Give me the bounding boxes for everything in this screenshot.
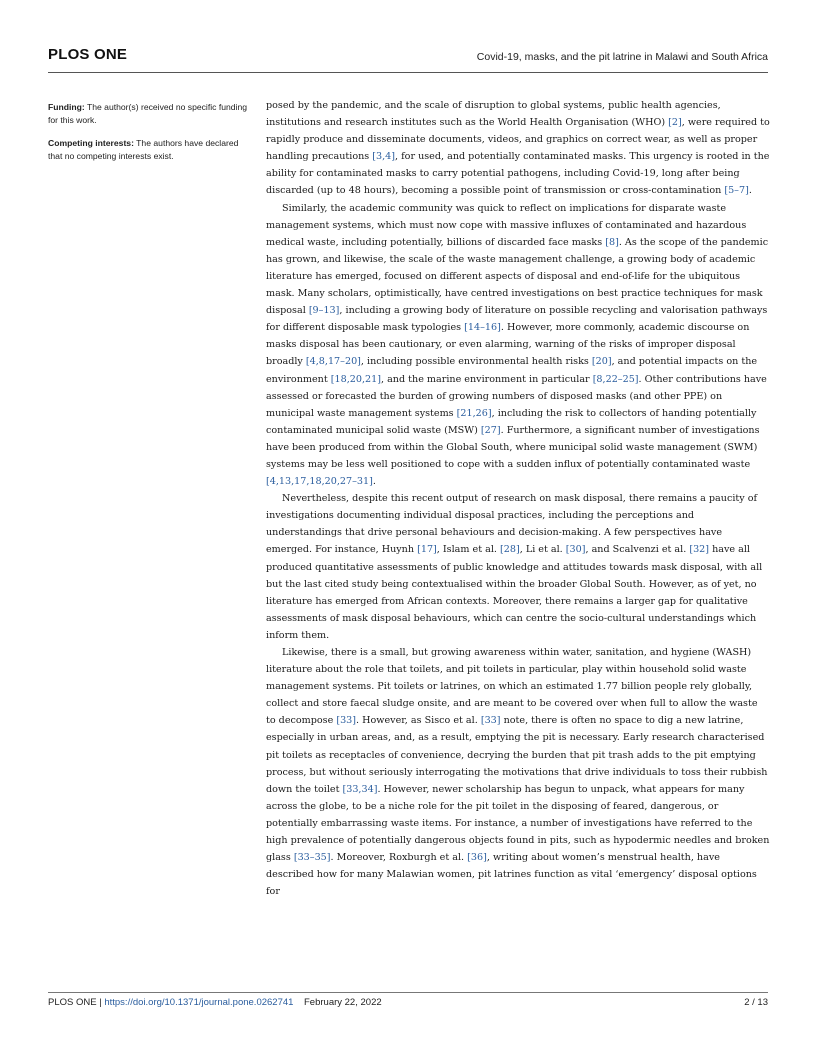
running-title: Covid-19, masks, and the pit latrine in Malawi and South Africa bbox=[476, 51, 768, 63]
citation-link[interactable]: [14–16] bbox=[464, 322, 501, 334]
body-text: . However, more commonly, academic discourse on masks disposal has been cautionary, or even alarming, warning of the risks of improper disposal broadly bbox=[266, 322, 750, 368]
citation-link[interactable]: [8] bbox=[605, 236, 619, 248]
body-text: Similarly, the academic community was quick to reflect on implications for disparate waste management systems, which must now cope with massive influxes of contaminated and hazardous medical waste, including potentially, billions of discarded face masks bbox=[266, 202, 747, 248]
article-sidebar bbox=[48, 101, 248, 173]
citation-link[interactable]: [30] bbox=[565, 544, 586, 556]
footer-rule bbox=[48, 992, 768, 993]
body-text: . Moreover, Roxburgh et al. bbox=[330, 852, 468, 864]
body-text: . However, as Sisco et al. bbox=[356, 715, 481, 727]
body-text: . However, newer scholarship has begun to unpack, what appears for many across the globe, to be a niche role for the pit toilet in the disposing of feared, dangerous, or potentially embarrassing waste items. For instance, a number of investigations have referred to the high prevalence of potentially dangerous objects found in pits, such as hypodermic needles and broken glass bbox=[266, 783, 770, 864]
body-text: , for used, and potentially contaminated masks. This urgency is rooted in the ability for contaminated masks to carry potential pathogens, including Covid-19, long after being discarded (up to 48 hours), becoming a possible point of transmission or cross-contamination bbox=[266, 151, 770, 197]
competing-interests-statement bbox=[48, 137, 248, 163]
body-paragraph bbox=[266, 200, 770, 491]
citation-link[interactable]: [27] bbox=[480, 424, 501, 436]
body-text: , and potential impacts on the environment bbox=[266, 356, 758, 385]
citation-link[interactable]: [33] bbox=[480, 715, 501, 727]
citation-link[interactable]: [28] bbox=[500, 544, 520, 556]
body-text: note, there is often no space to dig a new latrine, especially in urban areas, and, as a result, emptying the pit is necessary. Early research characterised pit toilets as receptacles of convenience, decrying the burden that pit trash adds to the pit emptying process, but without seriously interrogating the motivations that drive individuals to toss their rubbish down the toilet bbox=[266, 715, 768, 795]
funding-statement bbox=[48, 101, 248, 127]
body-text: , were required to rapidly produce and disseminate documents, videos, and graphics on correct wear, as well as proper handling precautions bbox=[266, 117, 770, 163]
body-text: . Other contributions have assessed or forecasted the burden of growing numbers of disposed masks (and other PPE) on municipal waste management systems bbox=[266, 373, 767, 419]
doi-link[interactable]: https://doi.org/10.1371/journal.pone.0262741 bbox=[104, 997, 294, 1008]
citation-link[interactable]: [17] bbox=[417, 544, 437, 556]
competing-interests-text: The authors have declared that no competing interests exist. bbox=[48, 138, 239, 161]
body-text: , and Scalvenzi et al. bbox=[585, 544, 690, 556]
header-rule bbox=[48, 72, 768, 73]
citation-link[interactable]: [8,22–25] bbox=[592, 373, 639, 385]
body-text: have all produced quantitative assessments of public knowledge and attitudes towards mask disposal, with all but the last cited study being contextualised within the broader Global South. However, as of yet, no literature has emerged from African contexts. Moreover, there remains a larger gap for qualitative assessments of mask disposal behaviours, which can centre the socio-cultural understandings which inform them. bbox=[266, 544, 763, 641]
citation-link[interactable]: [21,26] bbox=[456, 407, 492, 419]
funding-text: The author(s) received no specific funding for this work. bbox=[48, 102, 248, 125]
body-text: . Furthermore, a significant number of investigations have been produced from within the Global South, where municipal solid waste management (SWM) systems may be less well positioned to cope with a sudden influx of potentially contaminated waste bbox=[266, 424, 760, 470]
body-paragraph bbox=[266, 644, 770, 900]
body-text: , Islam et al. bbox=[436, 544, 501, 556]
page-number: 2 / 13 bbox=[744, 997, 768, 1008]
body-text: posed by the pandemic, and the scale of disruption to global systems, public health agencies, institutions and research institutes such as the World Health Organisation (WHO) bbox=[266, 100, 721, 129]
body-paragraph bbox=[266, 97, 770, 200]
citation-link[interactable]: [3,4] bbox=[372, 151, 396, 163]
body-text: , including possible environmental health risks bbox=[360, 356, 592, 368]
competing-interests-label: Competing interests: bbox=[48, 138, 134, 148]
citation-link[interactable]: [4,8,17–20] bbox=[305, 356, 361, 368]
body-paragraph bbox=[266, 490, 770, 644]
body-text: , including a growing body of literature on possible recycling and valorisation pathways for different disposable mask typologies bbox=[266, 305, 768, 334]
body-text: , and the marine environment in particular bbox=[380, 373, 593, 385]
article-body bbox=[266, 97, 770, 900]
citation-link[interactable]: [9–13] bbox=[308, 305, 340, 317]
citation-link[interactable]: [4,13,17,18,20,27–31] bbox=[266, 476, 373, 488]
citation-link[interactable]: [33–35] bbox=[293, 852, 331, 864]
footer-journal: PLOS ONE | bbox=[48, 997, 105, 1008]
citation-link[interactable]: [18,20,21] bbox=[330, 373, 381, 385]
citation-link[interactable]: [2] bbox=[668, 117, 682, 129]
body-text: . bbox=[372, 476, 376, 488]
citation-link[interactable]: [20] bbox=[591, 356, 612, 368]
publication-date: February 22, 2022 bbox=[304, 997, 382, 1008]
body-text: Nevertheless, despite this recent output of research on mask disposal, there remains a paucity of investigations documenting individual disposal practices, including the perceptions and understandings that drive personal behaviours and decision-making. A few perspectives have emerged. For instance, Huynh bbox=[266, 493, 758, 556]
footer-spacer bbox=[293, 997, 304, 1008]
body-text: Likewise, there is a small, but growing awareness within water, sanitation, and hygiene (WASH) literature about the role that toilets, and pit toilets in particular, play within household solid waste management systems. Pit toilets or latrines, on which an estimated 1.77 billion people rely globally, collect and store faecal sludge onsite, and are meant to be covered over when full to allow the waste to decompose bbox=[266, 647, 758, 727]
body-text: , Li et al. bbox=[519, 544, 566, 556]
body-text: . bbox=[748, 185, 752, 197]
citation-link[interactable]: [5–7] bbox=[724, 185, 749, 197]
body-text: , writing about women’s menstrual health, have described how for many Malawian women, pit latrines function as vital ‘emergency’ disposal options for bbox=[266, 852, 757, 898]
body-text: . As the scope of the pandemic has grown, and likewise, the scale of the waste management challenge, a growing body of academic literature has emerged, focused on different aspects of disposal and end-of-life for the ubiquitous mask. Many scholars, optimistically, have centred investigations on best practice techniques for mask disposal bbox=[266, 236, 769, 317]
journal-name: PLOS ONE bbox=[48, 46, 128, 63]
citation-link[interactable]: [32] bbox=[689, 544, 710, 556]
footer-citation bbox=[48, 997, 382, 1008]
citation-link[interactable]: [33] bbox=[336, 715, 357, 727]
citation-link[interactable]: [33,34] bbox=[342, 783, 378, 795]
citation-link[interactable]: [36] bbox=[467, 852, 487, 864]
funding-label: Funding: bbox=[48, 102, 85, 112]
body-text: , including the risk to collectors of handing potentially contaminated municipal solid waste (MSW) bbox=[266, 407, 757, 436]
